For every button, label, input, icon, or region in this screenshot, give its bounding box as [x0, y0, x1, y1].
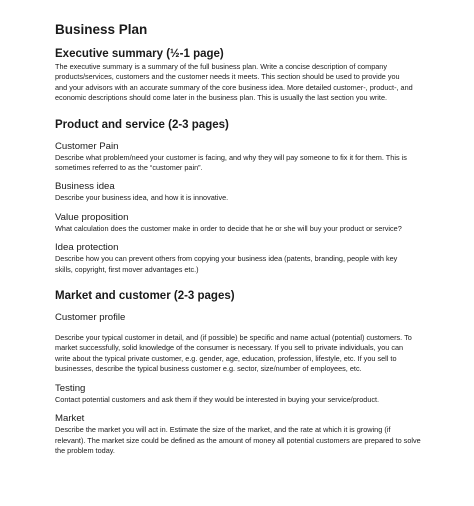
- customer-pain-block: [55, 141, 448, 174]
- business-idea-line: Describe your business idea, and how it is innovative.: [55, 193, 229, 203]
- executive-summary-heading: Executive summary (½-1 page): [55, 48, 224, 60]
- executive-summary-line: economic descriptions should come later in the business plan. This is usually the last section you write.: [55, 93, 388, 103]
- executive-summary-line: products/services, customers and the customer needs it meets. This section should be used to provide you: [55, 72, 400, 82]
- business-idea-block: [55, 181, 448, 203]
- executive-summary-line: The executive summary is a summary of the full business plan. Write a concise description of company: [55, 62, 388, 71]
- market-line: Describe the market you will act in. Estimate the size of the market, and the rate at which it is growing (if: [55, 425, 391, 435]
- product-service-heading: Product and service (2-3 pages): [55, 118, 229, 131]
- market-line: relevant). The market size could be defined as the amount of money all potential customers are prepared to solve: [55, 435, 421, 445]
- market-block: [55, 413, 448, 456]
- idea-protection-line: skills, copyright, first mover advantages etc.): [55, 264, 199, 274]
- customer-pain-line: sometimes referred to as the “customer pain”.: [55, 163, 203, 173]
- testing-line: Contact potential customers and ask them if they would be interested in buying your service/product.: [55, 394, 380, 404]
- customer-pain-heading: Customer Pain: [55, 140, 119, 152]
- market-line: the problem today.: [55, 445, 115, 455]
- document-title: Business Plan: [55, 22, 148, 37]
- customer-profile-line: market successfully, solid knowledge of the consumer is necessary. If you sell to private individuals, you can: [55, 343, 404, 353]
- customer-profile-block: [55, 312, 448, 375]
- market-heading: Market: [55, 413, 85, 425]
- value-proposition-heading: Value proposition: [55, 211, 129, 223]
- value-proposition-block: [55, 212, 448, 234]
- executive-summary-line: and your advisors with an accurate summary of the core business idea. More detailed customer-, product-, and: [55, 82, 413, 92]
- idea-protection-line: Describe how you can prevent others from copying your business idea (patents, branding, people with key: [55, 254, 398, 264]
- customer-profile-line: write about the typical private customer, e.g. gender, age, education, profession, lifestyle, etc. If you sell to: [55, 353, 397, 363]
- customer-profile-line: Describe your typical customer in detail, and (if possible) be specific and name actual (potential) customers. To: [55, 333, 412, 343]
- customer-profile-line: businesses, describe the typical business customer e.g. sector, size/number of employees, etc.: [55, 364, 362, 374]
- market-customer-heading: Market and customer (2-3 pages): [55, 290, 235, 303]
- customer-pain-line: Describe what problem/need your customer is facing, and why they will pay someone to fix it for them. This is: [55, 152, 407, 162]
- testing-heading: Testing: [55, 382, 86, 394]
- product-service-section: [55, 118, 448, 275]
- executive-summary-section: [55, 47, 448, 104]
- market-customer-section: [55, 289, 448, 456]
- business-idea-heading: Business idea: [55, 181, 115, 193]
- testing-block: [55, 383, 448, 405]
- idea-protection-block: [55, 242, 448, 275]
- customer-profile-heading: Customer profile: [55, 312, 126, 324]
- value-proposition-line: What calculation does the customer make in order to decide that he or she will buy your product or service?: [55, 223, 402, 233]
- idea-protection-heading: Idea protection: [55, 242, 119, 254]
